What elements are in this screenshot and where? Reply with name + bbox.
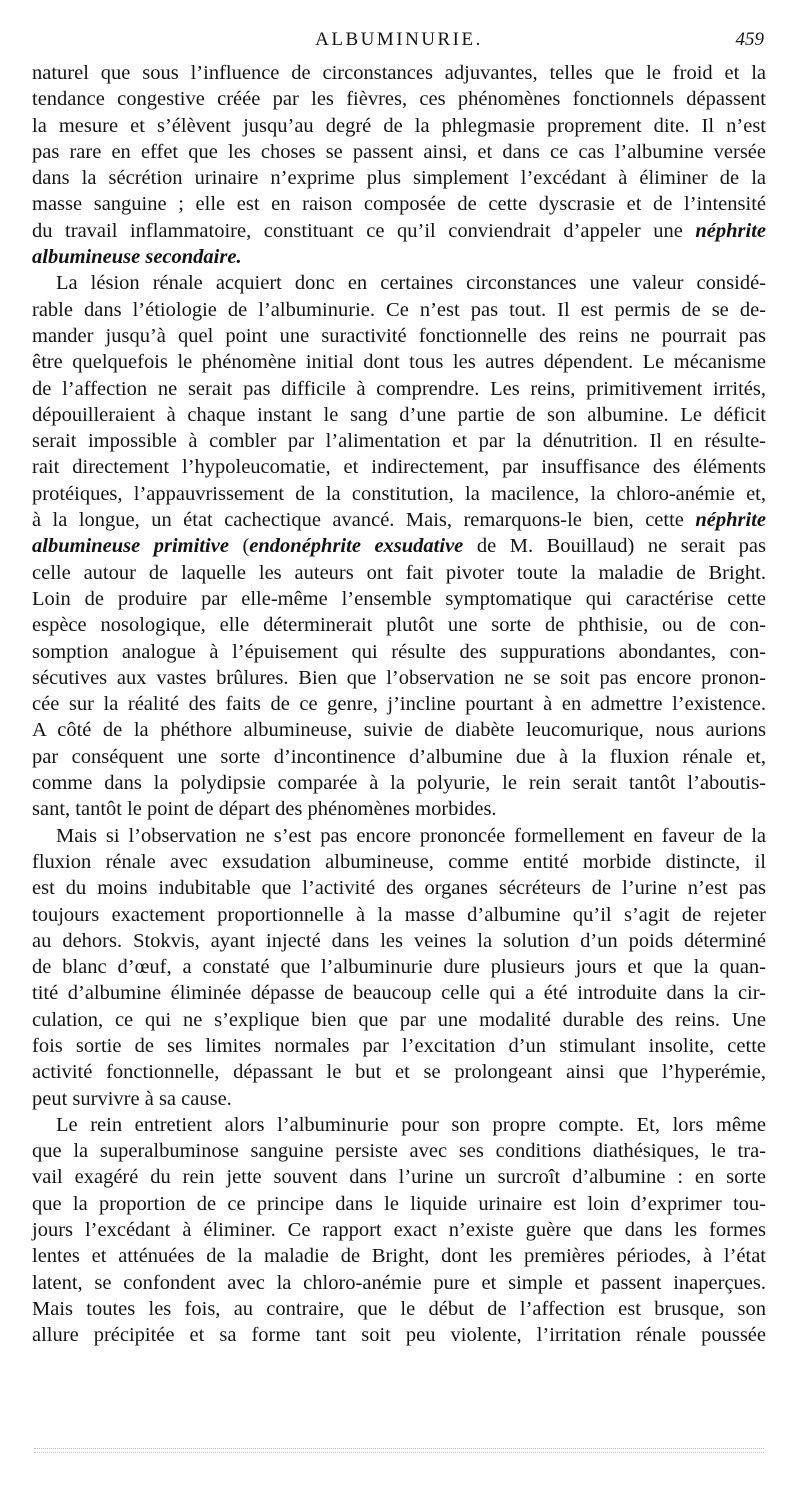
text-line: dans la sécrétion urinaire n’exprime plus simplement l’excédant à éliminer de la bbox=[32, 167, 766, 190]
text-line-with-emphasis bbox=[32, 218, 766, 244]
text-segment: à la longue, un état cachectique avancé. Mais, remarquons-le bien, cette bbox=[32, 509, 684, 532]
text-line: cée sur la réalité des faits de ce genre, j’incline pourtant à en admettre l’existence. bbox=[32, 693, 766, 716]
text-line: peut survivre à sa cause. bbox=[32, 1087, 232, 1110]
text-line: est du moins indubitable que l’activité des organes sécréteurs de l’urine n’est pas bbox=[32, 877, 766, 900]
text-line: être quelquefois le phénomène initial dont tous les autres dépendent. Le mécanisme bbox=[32, 351, 766, 374]
text-line: Mais si l’observation ne s’est pas encore prononcée formellement en faveur de la bbox=[56, 824, 766, 847]
text-line: de l’affection ne serait pas difficile à comprendre. Les reins, primitivement irrités, bbox=[32, 377, 766, 400]
text-line: activité fonctionnelle, dépassant le but et se prolongeant ainsi que l’hyperémie, bbox=[32, 1061, 766, 1084]
paragraph-4 bbox=[32, 1112, 766, 1349]
running-title: ALBUMINURIE. bbox=[315, 29, 483, 50]
text-line: La lésion rénale acquiert donc en certaines circonstances une valeur considé- bbox=[56, 272, 766, 295]
text-line: tendance congestive créée par les fièvres, ces phénomènes fonctionnels dépassent bbox=[32, 88, 766, 111]
text-line: protéiques, l’appauvrissement de la constitution, la macilence, la chloro-anémie et, bbox=[32, 482, 766, 505]
emphasis-term: néphrite bbox=[695, 219, 767, 242]
text-line: naturel que sous l’influence de circonstances adjuvantes, telles que le froid et la bbox=[32, 62, 766, 84]
footer-dotted-rule bbox=[34, 1448, 764, 1453]
text-line: fluxion rénale avec exsudation albumineuse, comme entité morbide distincte, il bbox=[32, 850, 766, 873]
text-line: celle autour de laquelle les auteurs ont fait pivoter toute la maladie de Bright. bbox=[32, 561, 766, 584]
text-line: dépouilleraient à chaque instant le sang d’une partie de son albumine. Le déficit bbox=[32, 403, 766, 426]
text-segment: du travail inflammatoire, constituant ce qu’il conviendrait d’appeler une bbox=[32, 219, 683, 242]
text-line: rable dans l’étiologie de l’albuminurie. Ce n’est pas tout. Il est permis de se de- bbox=[32, 298, 766, 321]
text-line: Mais toutes les fois, au contraire, que le début de l’affection est brusque, son bbox=[32, 1297, 766, 1320]
text-line: toujours exactement proportionnelle à la masse d’albumine qu’il s’agit de rejeter bbox=[32, 903, 766, 926]
text-line: culation, ce qui ne s’explique bien que par une modalité durable des reins. Une bbox=[32, 1008, 766, 1031]
text-line: allure précipitée et sa forme tant soit peu violente, l’irritation rénale poussée bbox=[32, 1324, 766, 1347]
body-text bbox=[32, 60, 766, 1349]
text-line: tité d’albumine éliminée dépasse de beaucoup celle qui a été introduite dans la cir- bbox=[32, 982, 766, 1005]
text-line: latent, se confondent avec la chloro-anémie pure et simple et passent inaperçues. bbox=[32, 1271, 766, 1294]
running-head bbox=[32, 26, 766, 54]
paragraph-2 bbox=[32, 270, 766, 822]
page-number: 459 bbox=[735, 29, 764, 50]
text-line: somption analogue à l’épuisement qui résulte des suppurations abondantes, con- bbox=[32, 640, 766, 663]
text-line-with-emphasis: albumineuse primitive (endonéphrite exsudative de M. Bouillaud) ne serait pas bbox=[32, 535, 767, 558]
text-line: pas rare en effet que les choses se passent ainsi, et dans ce cas l’albumine versée bbox=[32, 140, 766, 163]
text-segment: de M. Bouillaud) ne serait pas bbox=[476, 535, 767, 558]
text-line: masse sanguine ; elle est en raison composée de cette dyscrasie et de l’intensité bbox=[32, 193, 766, 216]
text-line: A côté de la phéthore albumineuse, suivie de diabète leucomurique, nous aurions bbox=[32, 719, 766, 742]
text-line: Loin de produire par elle-même l’ensemble symptomatique qui caractérise cette bbox=[32, 587, 766, 610]
text-line: lentes et atténuées de la maladie de Bright, dont les premières périodes, à l’état bbox=[32, 1245, 766, 1268]
text-line: que la proportion de ce principe dans le liquide urinaire est loin d’exprimer tou- bbox=[32, 1192, 766, 1215]
text-line: rait directement l’hypoleucomatie, et indirectement, par insuffisance des éléments bbox=[32, 456, 766, 479]
book-page bbox=[32, 26, 766, 1349]
emphasis-line: albumineuse secondaire. bbox=[32, 246, 242, 269]
text-line: la mesure et s’élèvent jusqu’au degré de la phlegmasie proprement dite. Il n’est bbox=[32, 114, 766, 137]
text-line: jours l’excédant à éliminer. Ce rapport exact n’existe guère que dans les formes bbox=[32, 1219, 766, 1242]
text-line: que la superalbuminose sanguine persiste avec ses conditions diathésiques, le tra- bbox=[32, 1140, 766, 1163]
text-line-with-emphasis bbox=[32, 507, 766, 533]
text-line: serait impossible à combler par l’alimentation et par la dénutrition. Il en résulte- bbox=[32, 430, 766, 453]
text-line: de blanc d’œuf, a constaté que l’albuminurie dure plusieurs jours et que la quan- bbox=[32, 956, 766, 979]
text-line: fois sortie de ses limites normales par l’excitation d’un stimulant insolite, cette bbox=[32, 1034, 766, 1057]
paragraph-3 bbox=[32, 823, 766, 1112]
text-line: Le rein entretient alors l’albuminurie pour son propre compte. Et, lors même bbox=[56, 1113, 766, 1136]
emphasis-term: endonéphrite exsudative bbox=[249, 535, 464, 558]
text-line: par conséquent une sorte d’incontinence d’albumine due à la fluxion rénale et, bbox=[32, 745, 766, 768]
text-line: mander jusqu’à quel point une suractivité fonctionnelle des reins ne pourrait pas bbox=[32, 324, 766, 347]
text-line: vail exagéré du rein jette souvent dans l’urine un surcroît d’albumine : en sorte bbox=[32, 1166, 766, 1189]
emphasis-term: albumineuse primitive bbox=[32, 535, 229, 558]
paragraph-1 bbox=[32, 60, 766, 270]
text-line: au dehors. Stokvis, ayant injecté dans les veines la solution d’un poids déterminé bbox=[32, 929, 766, 952]
text-line: espèce nosologique, elle déterminerait plutôt une sorte de phthisie, ou de con- bbox=[32, 614, 766, 637]
text-line: sécutives aux vastes brûlures. Bien que l’observation ne se soit pas encore pronon- bbox=[32, 666, 766, 689]
emphasis-term: néphrite bbox=[695, 509, 766, 532]
text-line: comme dans la polydipsie comparée à la polyurie, le rein serait tantôt l’aboutis- bbox=[32, 772, 766, 795]
text-line: sant, tantôt le point de départ des phénomènes morbides. bbox=[32, 798, 497, 821]
